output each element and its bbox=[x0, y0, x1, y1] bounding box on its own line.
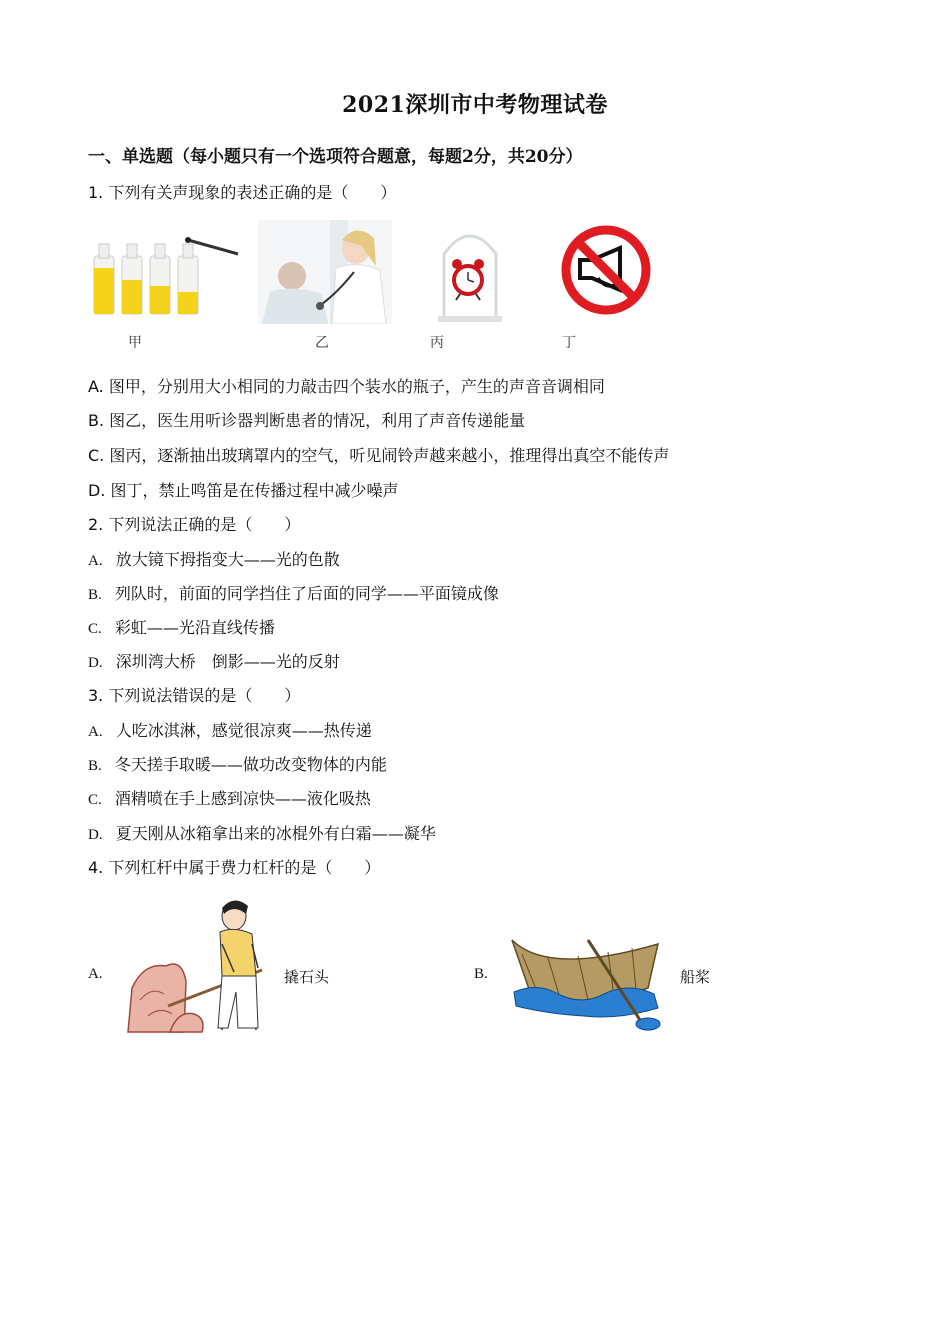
caption-jia: 甲 bbox=[128, 335, 142, 351]
option-letter: A. bbox=[88, 553, 103, 569]
question-stem: 下列杠杆中属于费力杠杆的是（ ） bbox=[108, 858, 381, 877]
caption-ding: 丁 bbox=[562, 335, 576, 351]
option-text: 深圳湾大桥 倒影——光的反射 bbox=[115, 652, 340, 671]
option-letter: B. bbox=[88, 411, 105, 430]
bottle-2 bbox=[122, 244, 142, 314]
option-text: 夏天刚从冰箱拿出来的冰棍外有白霜——凝华 bbox=[115, 824, 436, 843]
option-letter: A. bbox=[88, 724, 103, 740]
option-letter: C. bbox=[88, 792, 102, 808]
question-1 bbox=[88, 180, 396, 203]
option-text: 放大镜下拇指变大——光的色散 bbox=[115, 550, 340, 569]
q3-option-c bbox=[88, 786, 371, 809]
option-letter: B. bbox=[88, 587, 102, 603]
section-heading: 一、单选题（每小题只有一个选项符合题意，每题2分，共20分） bbox=[88, 147, 583, 167]
option-letter: C. bbox=[88, 446, 105, 465]
question-number: 1. bbox=[88, 183, 104, 202]
q2-option-a bbox=[88, 547, 340, 570]
question-number: 4. bbox=[88, 858, 104, 877]
figure-doctor bbox=[258, 220, 392, 324]
option-text: 冬天搓手取暖——做功改变物体的内能 bbox=[114, 755, 387, 774]
q2-option-d bbox=[88, 649, 340, 672]
question-4 bbox=[88, 855, 380, 878]
q1-option-b bbox=[88, 408, 525, 431]
question-stem: 下列有关声现象的表述正确的是（ ） bbox=[108, 183, 397, 202]
q4-option-b-text: 船桨 bbox=[680, 968, 711, 986]
option-text: 列队时，前面的同学挡住了后面的同学——平面镜成像 bbox=[114, 584, 499, 603]
figure-bell-jar bbox=[430, 214, 510, 326]
option-text: 人吃冰淇淋，感觉很凉爽——热传递 bbox=[115, 721, 372, 740]
q3-option-b bbox=[88, 752, 387, 775]
q1-option-a bbox=[88, 374, 605, 397]
option-letter: D. bbox=[88, 827, 103, 843]
q4-option-a-letter: A. bbox=[88, 966, 103, 982]
question-number: 2. bbox=[88, 515, 104, 534]
bottle-4 bbox=[178, 244, 198, 314]
question-2 bbox=[88, 512, 300, 535]
q4-option-a-text: 撬石头 bbox=[284, 968, 330, 986]
q2-option-b bbox=[88, 581, 499, 604]
figure-boat-oar bbox=[508, 936, 670, 1034]
q3-option-a bbox=[88, 718, 372, 741]
q3-option-d bbox=[88, 821, 436, 844]
question-stem: 下列说法错误的是（ ） bbox=[108, 686, 301, 705]
question-number: 3. bbox=[88, 686, 104, 705]
option-text: 图丙，逐渐抽出玻璃罩内的空气，听见闹铃声越来越小，推理得出真空不能传声 bbox=[109, 446, 670, 465]
figure-prying-rock bbox=[122, 892, 278, 1034]
question-3 bbox=[88, 683, 300, 706]
bottle-3 bbox=[150, 244, 170, 314]
q4-option-b-letter: B. bbox=[474, 966, 488, 982]
bottle-1 bbox=[94, 244, 114, 314]
q1-option-d bbox=[88, 478, 399, 501]
figure-bottles bbox=[88, 228, 248, 328]
option-letter: D. bbox=[88, 655, 103, 671]
figure-no-horn-sign bbox=[558, 218, 654, 324]
option-text: 图丁，禁止鸣笛是在传播过程中减少噪声 bbox=[110, 481, 399, 500]
striking-rod bbox=[188, 240, 238, 254]
option-letter: D. bbox=[88, 481, 106, 500]
caption-yi: 乙 bbox=[315, 335, 329, 351]
option-letter: C. bbox=[88, 621, 102, 637]
page-title: 2021深圳市中考物理试卷 bbox=[342, 92, 608, 118]
caption-bing: 丙 bbox=[430, 335, 444, 351]
option-text: 彩虹——光沿直线传播 bbox=[114, 618, 275, 637]
option-text: 图甲，分别用大小相同的力敲击四个装水的瓶子，产生的声音音调相同 bbox=[108, 377, 605, 396]
option-letter: B. bbox=[88, 758, 102, 774]
question-stem: 下列说法正确的是（ ） bbox=[108, 515, 301, 534]
option-letter: A. bbox=[88, 377, 104, 396]
q2-option-c bbox=[88, 615, 275, 638]
q1-option-c bbox=[88, 443, 669, 466]
option-text: 图乙，医生用听诊器判断患者的情况，利用了声音传递能量 bbox=[109, 411, 526, 430]
option-text: 酒精喷在手上感到凉快——液化吸热 bbox=[114, 789, 371, 808]
